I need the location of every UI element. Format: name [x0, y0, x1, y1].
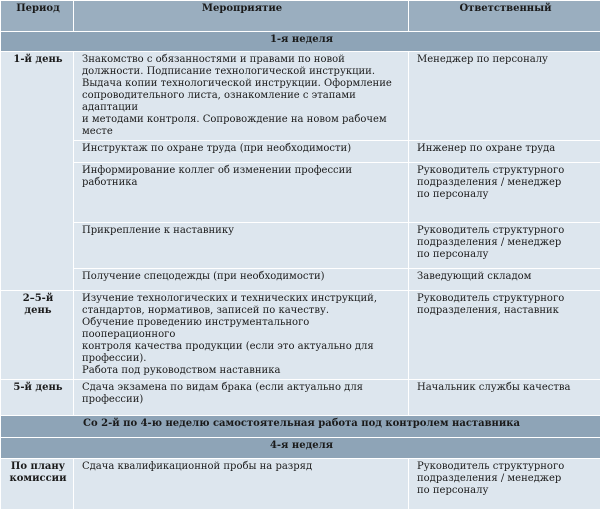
table-row	[1, 269, 600, 291]
period-day-1: 1-й день	[1, 52, 74, 291]
table-row	[1, 163, 600, 223]
table-row	[1, 380, 600, 416]
event-cell: Сдача квалификационной пробы на разряд	[74, 459, 409, 510]
responsible-cell: Руководитель структурного подразделения / менеджер по персоналу	[409, 459, 600, 510]
period-days-2-5: 2–5-й день	[1, 291, 74, 380]
responsible-cell: Менеджер по персоналу	[409, 52, 600, 141]
table-row	[1, 52, 600, 141]
responsible-cell: Инженер по охране труда	[409, 141, 600, 163]
event-cell: Прикрепление к наставнику	[74, 223, 409, 269]
responsible-cell: Руководитель структурного подразделения, наставник	[409, 291, 600, 380]
responsible-cell: Заведующий складом	[409, 269, 600, 291]
header-period: Период	[1, 1, 74, 32]
section-row	[1, 416, 600, 438]
event-cell: Инструктаж по охране труда (при необходимости)	[74, 141, 409, 163]
table-row	[1, 141, 600, 163]
table-row	[1, 291, 600, 380]
section-week-4: 4-я неделя	[1, 438, 600, 459]
header-responsible: Ответственный	[409, 1, 600, 32]
responsible-cell: Начальник службы качества	[409, 380, 600, 416]
table-row	[1, 223, 600, 269]
event-cell: Знакомство с обязанностями и правами по новой должности. Подписание технологической инструкции. Выдача копии технологической инструкции. Оформление сопроводительного листа, ознакомление с этапами адаптации и методами контроля. Сопровождение на новом рабочем месте	[74, 52, 409, 141]
section-weeks-2-4: Со 2-й по 4-ю неделю самостоятельная работа под контролем наставника	[1, 416, 600, 438]
event-cell: Изучение технологических и технических инструкций, стандартов, нормативов, записей по качеству. Обучение проведению инструментального пооперационного контроля качества продукции (если это актуально для профессии). Работа под руководством наставника	[74, 291, 409, 380]
event-cell: Получение спецодежды (при необходимости)	[74, 269, 409, 291]
event-cell: Информирование коллег об изменении профессии работника	[74, 163, 409, 223]
responsible-cell: Руководитель структурного подразделения / менеджер по персоналу	[409, 163, 600, 223]
section-row	[1, 438, 600, 459]
section-week-1: 1-я неделя	[1, 32, 600, 52]
header-event: Мероприятие	[74, 1, 409, 32]
header-row	[1, 1, 600, 32]
section-row	[1, 32, 600, 52]
table-row	[1, 459, 600, 510]
period-by-commission-plan: По плану комиссии	[1, 459, 74, 510]
period-day-5: 5-й день	[1, 380, 74, 416]
event-cell: Сдача экзамена по видам брака (если актуально для профессии)	[74, 380, 409, 416]
responsible-cell: Руководитель структурного подразделения / менеджер по персоналу	[409, 223, 600, 269]
